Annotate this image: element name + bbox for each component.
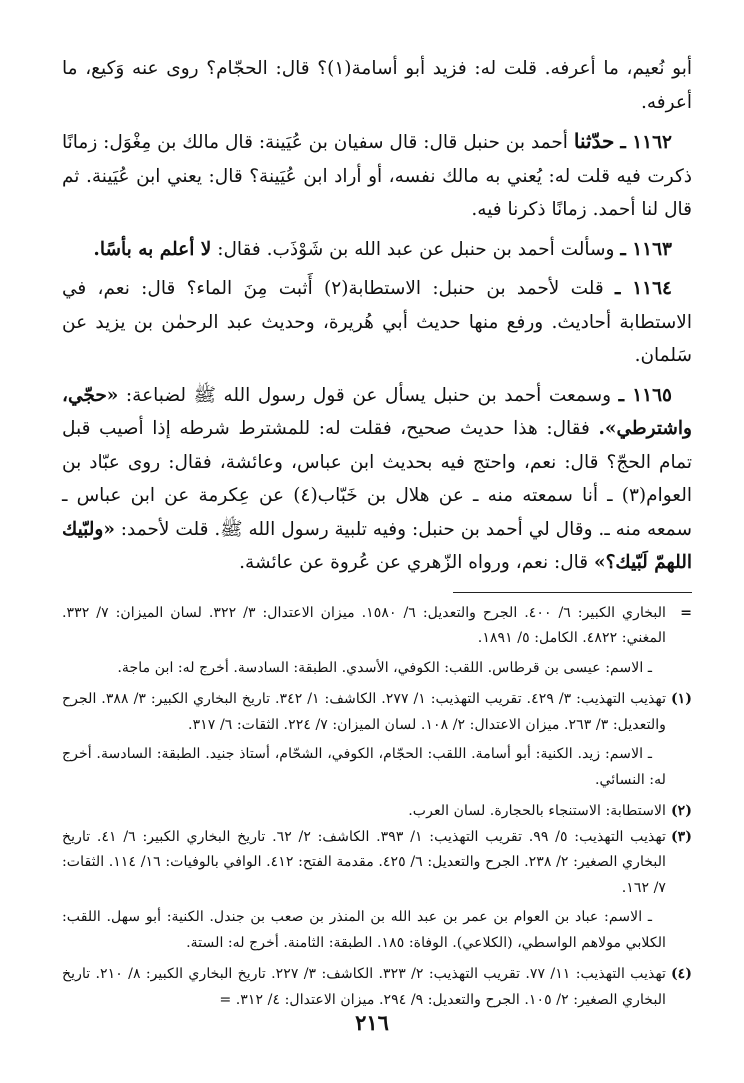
footnote-1 — [62, 687, 692, 738]
footnote-text: البخاري الكبير: ٦/ ٤٠٠. الجرح والتعديل: ٦/ ١٥٨٠. ميزان الاعتدال: ٣/ ٣٢٢. لسان الميزان: ٧/ ٣٣٢. المغني: ٤٨٢٢. الكامل: ٥/ ١٨٩١. — [62, 604, 666, 646]
footnote-marker: = — [680, 604, 692, 621]
footnote-sub: ـ الاسم: عباد بن العوام بن عمر بن عبد الله بن المنذر بن صعب بن جندل. الكنية: أبو سهل. اللقب: الكلابي مولاهم الواسطي، (الكلاعي). الوفاة: ١٨٥. الطبقة: الثامنة. أخرج له: الستة. — [62, 909, 666, 951]
footnote-marker: (٤) — [670, 966, 692, 982]
intro-paragraph — [62, 52, 692, 119]
paragraph-text-c: قال: نعم، ورواه الزّهري عن عُروة عن عائشة. — [239, 552, 589, 573]
paragraph-1165 — [62, 379, 692, 580]
footnote-text: الاستطابة: الاستنجاء بالحجارة. لسان العرب. — [408, 803, 666, 819]
hadith-quote-b: «ولبّيك اللهمّ لَبّيك؟» — [62, 518, 692, 573]
footnote-2 — [62, 799, 692, 825]
hadith-quote-a: «حجّي، واشترطي». — [62, 384, 692, 439]
footnote-divider — [453, 592, 692, 593]
footnote-sub: ـ الاسم: عيسى بن قرطاس. اللقب: الكوفي، الأسدي. الطبقة: السادسة. أخرج له: ابن ماجة. — [117, 659, 652, 676]
main-text — [62, 52, 692, 580]
paragraph-1162 — [62, 125, 692, 227]
page — [62, 52, 692, 1063]
footnote-sub: ـ الاسم: زيد. الكنية: أبو أسامة. اللقب: الحجّام، الكوفي، الشحّام، أستاذ جنيد. الطبقة: السادسة. أخرج له: النسائي. — [62, 746, 666, 788]
footnote-text: تهذيب التهذيب: ١١/ ٧٧. تقريب التهذيب: ٢/ ٣٢٣. الكاشف: ٣/ ٢٢٧. تاريخ البخاري الكبير: ٨/ ٢١٠. تاريخ البخاري الصغير: ٢/ ١٠٥. الجرح والتعديل: ٩/ ٢٩٤. ميزان الاعتدال: ٤/ ٣١٢. = — [62, 966, 666, 1008]
paragraph-number: ١١٦٤ ـ — [615, 278, 672, 299]
paragraph-text-a: وسمعت أحمد بن حنبل يسأل عن قول رسول الله ﷺ لضباعة: — [125, 384, 612, 406]
paragraph-number: ١١٦٥ ـ — [618, 384, 672, 406]
paragraph-text: قلت لأحمد بن حنبل: الاستطابة(٢) أَثبت مِنَ الماء؟ قال: نعم، في الاستطابة أحاديث. ورفع منها حديث أبي هُريرة، وحديث عبد الرحمٰن بن يزيد عن سَلمان. — [62, 278, 692, 366]
paragraph-text: وسألت أحمد بن حنبل عن عبد الله بن شَوْذَب. فقال: — [217, 238, 615, 260]
haddathana-word: حدّثنا — [573, 129, 615, 153]
footnote-marker: (٣) — [670, 828, 692, 845]
quoted-saying: لا أعلم به بأسًا. — [93, 238, 212, 260]
footnote-text: تهذيب التهذيب: ٥/ ٩٩. تقريب التهذيب: ١/ ٣٩٣. الكاشف: ٢/ ٦٢. تاريخ البخاري الكبير: ٦/ ٤١. تاريخ البخاري الصغير: ٢/ ٢٣٨. الجرح والتعديل: ٦/ ٤٢٥. مقدمة الفتح: ٤١٢. الوافي بالوفيات: ١٦/ ١١٤. الثقات: ٧/ ١٦٢. — [62, 828, 666, 896]
footnote-marker: (٢) — [670, 803, 692, 819]
footnotes — [62, 601, 692, 1014]
footnote-3 — [62, 825, 692, 902]
paragraph-1164 — [62, 272, 692, 373]
footnote-marker: (١) — [670, 691, 692, 707]
footnote-4 — [62, 962, 692, 1013]
footnote-continued — [62, 601, 692, 652]
paragraph-text: أحمد بن حنبل قال: قال سفيان بن عُيَينة: قال مالك بن مِغْوَل: زمانًا ذكرت فيه قلت له: يُعني به مالك نفسه، أو أراد ابن عُيَينة؟ قال: يعني ابن عُيَينة. ثم قال لنا أحمد. زمانًا ذكرنا فيه. — [62, 132, 692, 220]
paragraph-number: ١١٦٢ ـ — [620, 132, 672, 153]
paragraph-number: ١١٦٣ ـ — [620, 238, 672, 260]
footnote-text: تهذيب التهذيب: ٣/ ٤٢٩. تقريب التهذيب: ١/ ٢٧٧. الكاشف: ١/ ٣٤٢. تاريخ البخاري الكبير: ٣/ ٣٨٨. الجرح والتعديل: ٣/ ٢٦٣. ميزان الاعتدال: ٢/ ١٠٨. لسان الميزان: ٧/ ٢٢٤. الثقات: ٦/ ٣١٧. — [62, 691, 667, 733]
paragraph-text-b: فقال: هذا حديث صحيح، فقلت له: للمشترط شرطه إذا أصيب قبل تمام الحجّ؟ قال: نعم، واحتج فيه بحديث ابن عباس، وعائشة، فقال: روى عبّاد بن العوام(٣) ـ أنا سمعته منه ـ عن هلال بن خَبّاب(٤) عن عِكرمة عن ابن عباس ـ سمعه منه ـ. وقال لي أحمد بن حنبل: وفيه تلبية رسول الله ﷺ. قلت لأحمد: — [62, 418, 692, 540]
paragraph-1163 — [62, 233, 692, 267]
page-number: ٢١٦ — [355, 1010, 389, 1035]
intro-line: أبو نُعيم، ما أعرفه. قلت له: فزيد أبو أسامة(١)؟ قال: الحجّام؟ روى عنه وَكيع، ما أعرفه. — [62, 58, 692, 113]
